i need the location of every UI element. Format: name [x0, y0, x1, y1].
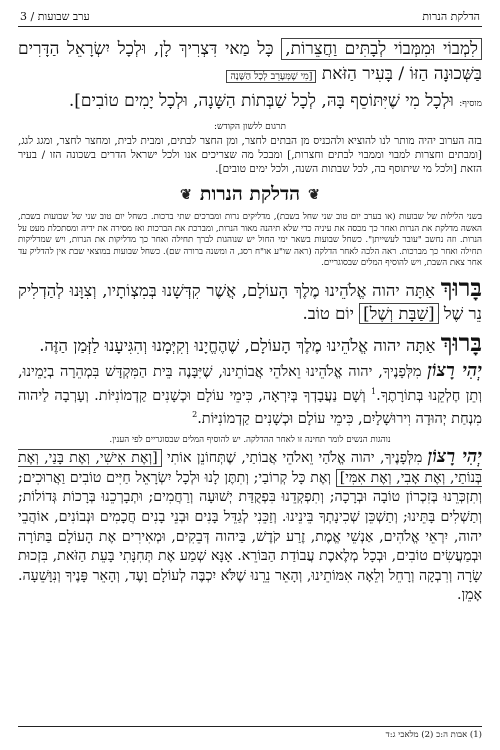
translation-text: בזה הערוב יהיה מותר לנו להוציא ולהכניס מן הבתים לחצר, ומן החצר לבתים, ומבית לבית, ומחצר לחצר, ומגג לגג, [ומבתים וחצרות למבוי וממבוי לבתים וחצרות,] ומבכל מה שצריכים אנו ולכל ישראל הדרים בשכונה הזו / בעיר הזאת [ולכל מי שיתוסף בה, לכל שבתות השנה, ולכל ימים טובים].: [18, 135, 482, 175]
note-box: [מִי שֶׁמְּעָרֵב לְכָל הַשָּׁנָה: [226, 70, 316, 83]
eruv-text-main: כָּל מַאי דִּצְרִיךְ לָן, וּלְכָל יִשְׂרָאֵל הַדָּרִים בַּשְּׁכוּנָה הַזּוֹ / בָּעִיר הַזֹּאת: [18, 39, 482, 84]
boxed-phrase: לִמְבוֹי וּמִמְּבוֹי לְבָתִּים וַחֲצֵרוֹת,: [281, 38, 482, 60]
blessing-lead: בָּרוּךְ: [440, 327, 482, 357]
footnote-marker: 1: [371, 386, 377, 396]
paragraph-lead: יְהִי רָצוֹן: [427, 359, 483, 381]
yehi-ratzon-techinah: [18, 447, 482, 606]
blessing-candles: [18, 272, 482, 325]
footnotes: (1) אבות ה:כ (2) מלאכי ג:ד: [18, 726, 482, 740]
prayer-page: [18, 10, 482, 742]
footnote-marker: 2: [192, 410, 198, 420]
translation-heading: תרגום ללשון הקודש:: [214, 122, 286, 132]
boxed-phrase: [וְאֶת אִישִׁי, וְאֶת בָּנַי, וְאֶת בְּנוֹתַי, וְאֶת אָבִי, וְאֶת אִמִּי]: [18, 450, 482, 486]
custom-note: נוהגות הנשים לומר תחינה זו לאחר ההדלקה. יש להוסיף המלים שבסוגריים לפי הענין.: [109, 435, 391, 446]
paragraph-text: מִלְּפָנֶיךָ, יהוה אֱלֹהֵינוּ וֵאלֹהֵי אֲבוֹתֵינוּ, שֶׁיִּבָּנֶה בֵּית הַמִּקְדָּשׁ בִּמְהֵרָה בְיָמֵינוּ, וְתֵן חֶלְקֵנוּ בְּתוֹרָתֶךָ.: [18, 363, 482, 404]
eruv-text-addition: וּלְכָל מִי שֶׁיִּתּוֹסֵף בָּהּ, לְכָל שַׁבְּתוֹת הַשָּׁנָה, וּלְכָל יָמִים טוֹבִים].: [68, 91, 460, 111]
instructions: בשני הלילות של שבועות (או בערב יום טוב שני שחל בשבת), מדליקים נרות ומברכים שתי ברכות. כשחל יום טוב שני של שבועות בשבת, האשה מדלקת את הנרות ואחר כך מכסה את עיניה כדי שלא תיהנה מאור הנרות, ומברכת את הברכות ואז מסירה את ידיה ומסתכלת מעט על הנרות. וזה נחשב "עובר לעשייתן". כשחל שבועות בשאר ימי החול יש שנוהגות לברך תחילה ואחר כך מדליקות את הנרות, ויש שמדליקות תחילה ואחר כך מברכות. ראה הלכה לאחר הדלקה (ראה שו"ע או"ח רסג, ה ומשנה ברורה שם). כשחל שבועות במוצאי שבת אין להדליק עד אחר צאת השבת, ויש להוסיף המלים שבסוגריים.: [18, 212, 482, 268]
section-label: הדלקת הנרות: [422, 10, 480, 23]
paragraph-text-cont: וְאֶת כָּל קְרוֹבַי; וְתִתֶּן לָנוּ וּלְכָל יִשְׂרָאֵל חַיִּים טוֹבִים וַאֲרוּכִים; וְתִזְכְּרֵנוּ בְּזִכְרוֹן טוֹבָה וּבְרָכָה; וְתִפְקְדֵנוּ בִּפְקֻדַּת יְשׁוּעָה וְרַחֲמִים; וּתְבָרְכֵנוּ בְּרָכוֹת גְּדוֹלוֹת; וְתַשְׁלִים בָּתֵּינוּ; וְתַשְׁכֵּן שְׁכִינָתְךָ בֵּינֵינוּ. וְזַכֵּנִי לְגַדֵּל בָּנִים וּבְנֵי בָנִים חֲכָמִים וּנְבוֹנִים, אוֹהֲבֵי יהוה, יִרְאֵי אֱלֹהִים, אַנְשֵׁי אֱמֶת, זֶרַע קֹדֶשׁ, בַּיהוה דְּבֵקִים, וּמְאִירִים אֶת הָעוֹלָם בַּתּוֹרָה וּבְמַעֲשִׂים טוֹבִים, וּבְכָל מְלֶאכֶת עֲבוֹדַת הַבּוֹרֵא. אָנָּא שְׁמַע אֶת תְּחִנָּתִי בָּעֵת הַזֹּאת, בִּזְכוּת שָׂרָה וְרִבְקָה וְרָחֵל וְלֵאָה אִמּוֹתֵינוּ, וְהָאֵר נֵרֵנוּ שֶׁלֹּא יִכְבֶּה לְעוֹלָם וָעֶד, וְהָאֵר פָּנֶיךָ וְנִוָּשֵׁעָה. אָמֵן.: [18, 469, 482, 604]
section-title-text: הדלקת הנרות: [199, 183, 301, 205]
section-title: [18, 183, 482, 206]
note-prefix: מוסיף:: [459, 99, 482, 109]
ornament-icon: ❦: [308, 186, 320, 203]
blessing-text-end: יוֹם טוֹב.: [302, 303, 360, 323]
eruv-text: [18, 37, 482, 117]
page-label: ערב שבועות / 3: [20, 10, 90, 23]
boxed-phrase: [שַׁבָּת וְשֶׁל]: [359, 303, 438, 324]
blessing-shehecheyanu: [18, 327, 482, 357]
ornament-icon: ❦: [180, 186, 192, 203]
paragraph-text: מִלְּפָנֶיךָ, יהוה אֱלֹהַי וֵאלֹהֵי אֲבוֹתַי, שֶׁתְּחוֹנֵן אוֹתִי: [161, 450, 428, 467]
paragraph-text-cont: וְשָׁם נַעֲבָדְךָ בְּיִרְאָה, כִּימֵי עוֹלָם וּכְשָׁנִים קַדְמוֹנִיּוֹת. וְעָרְבָה לַיהוה מִנְחַת יְהוּדָה וִירוּשָׁלָיִם, כִּימֵי עוֹלָם וּכְשָׁנִים קַדְמוֹנִיּוֹת.: [18, 387, 482, 428]
yehi-ratzon-temple: [18, 361, 482, 430]
running-header: [18, 10, 482, 27]
blessing-text: אַתָּה יהוה אֱלֹהֵינוּ מֶלֶךְ הָעוֹלָם, שֶׁהֶחֱיָנוּ וְקִיְּמָנוּ וְהִגִּיעָנוּ לַזְּמַן הַזֶּה.: [39, 335, 441, 355]
paragraph-lead: יְהִי רָצוֹן: [427, 446, 482, 468]
blessing-lead: בָּרוּךְ: [440, 272, 482, 302]
blessing-text: אַתָּה יהוה אֱלֹהֵינוּ מֶלֶךְ הָעוֹלָם, אֲשֶׁר קִדְּשָׁנוּ בְּמִצְוֹתָיו, וְצִוָּנוּ לְהַדְלִיק נֵר שֶׁל: [18, 280, 482, 323]
